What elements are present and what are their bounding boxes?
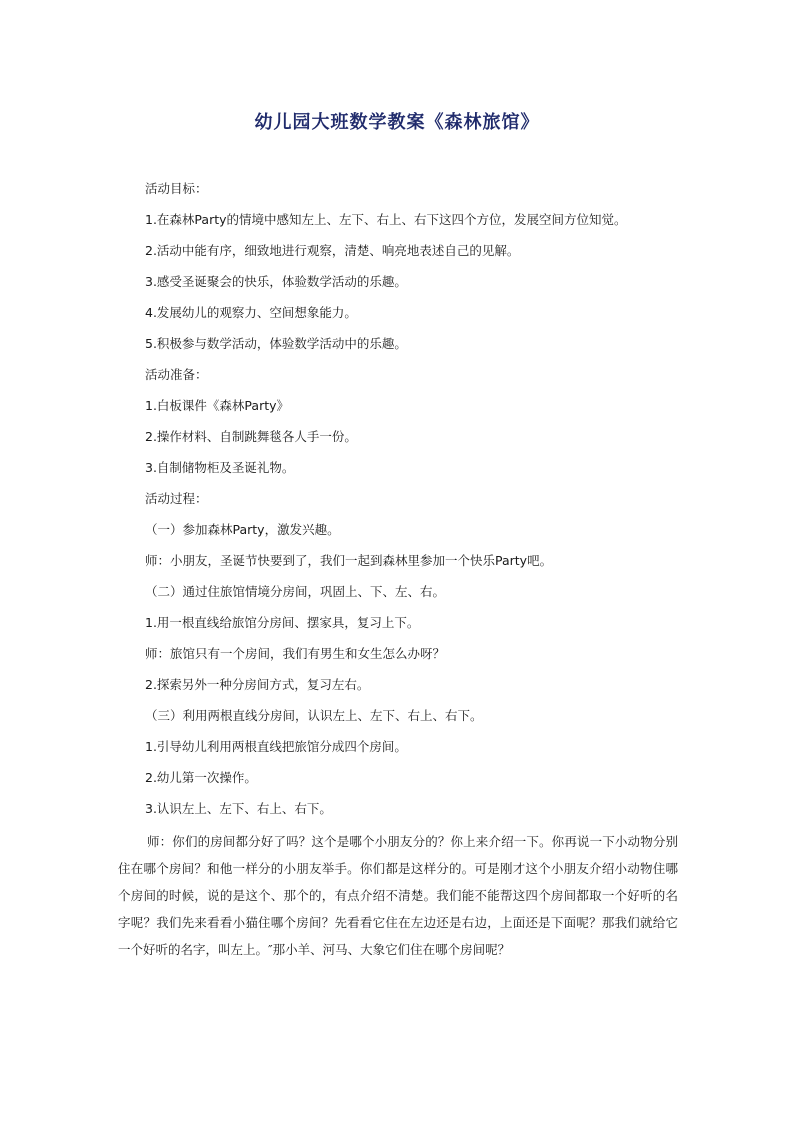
text-line: 师：旅馆只有一个房间，我们有男生和女生怎么办呀？ (145, 646, 446, 661)
text-line: 2.操作材料、自制跳舞毯各人手一份。 (145, 429, 357, 444)
text-line: （二）通过住旅馆情境分房间，巩固上、下、左、右。 (145, 584, 446, 599)
text-line: （一）参加森林Party，激发兴趣。 (145, 522, 340, 537)
text-line: 师：小朋友，圣诞节快要到了，我们一起到森林里参加一个快乐Party吧。 (145, 553, 553, 568)
section-heading-goals: 活动目标： (145, 181, 208, 196)
text-line: 5.积极参与数学活动，体验数学活动中的乐趣。 (145, 336, 407, 351)
section-heading-process: 活动过程： (145, 491, 208, 506)
text-line: 2.幼儿第一次操作。 (145, 770, 257, 785)
text-line: 1.引导幼儿利用两根直线把旅馆分成四个房间。 (145, 739, 407, 754)
text-line: 3.感受圣诞聚会的快乐，体验数学活动的乐趣。 (145, 274, 407, 289)
text-line: 1.白板课件《森林Party》 (145, 398, 290, 413)
document-title: 幼儿园大班数学教案《森林旅馆》 (254, 112, 540, 133)
text-line: 1.用一根直线给旅馆分房间、摆家具，复习上下。 (145, 615, 420, 630)
text-line: 3.认识左上、左下、右上、右下。 (145, 801, 332, 816)
text-line: （三）利用两根直线分房间，认识左上、左下、右上、右下。 (145, 708, 483, 723)
text-line: 2.探索另外一种分房间方式，复习左右。 (145, 677, 370, 692)
body-paragraph: 师：你们的房间都分好了吗？这个是哪个小朋友分的？你上来介绍一下。你再说一下小动物分别住在哪个房间？和他一样分的小朋友举手。你们都是这样分的。可是刚才这个小朋友介绍小动物住哪个房间的时候，说的是这个、那个的，有点介绍不清楚。我们能不能帮这四个房间都取一个好听的名字呢？我们先来看看小猫住哪个房间？先看看它住在左边还是右边，上面还是下面呢？那我们就给它一个好听的名字，叫左上。″那小羊、河马、大象它们住在哪个房间呢？ (118, 834, 678, 957)
text-line: 2.活动中能有序，细致地进行观察，清楚、响亮地表述自己的见解。 (145, 243, 520, 258)
text-line: 4.发展幼儿的观察力、空间想象能力。 (145, 305, 357, 320)
text-line: 1.在森林Party的情境中感知左上、左下、右上、右下这四个方位，发展空间方位知觉。 (145, 212, 627, 227)
section-heading-preparation: 活动准备： (145, 367, 208, 382)
text-line: 3.自制储物柜及圣诞礼物。 (145, 460, 295, 475)
